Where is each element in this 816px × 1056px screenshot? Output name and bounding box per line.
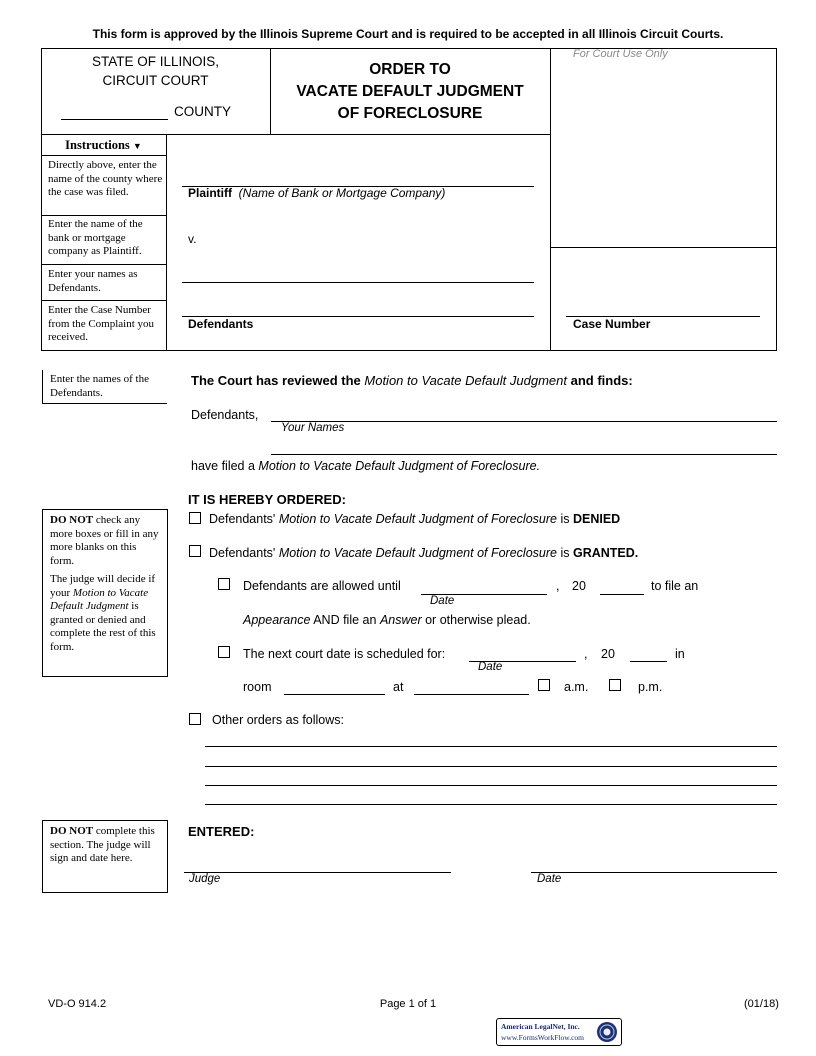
appearance-text: Appearance [243, 613, 311, 627]
header-left-border [41, 48, 42, 350]
instructions-row-border-1 [41, 215, 166, 216]
do-not-check-bold: DO NOT [50, 514, 94, 526]
pm-checkbox[interactable] [609, 679, 621, 691]
in-label: in [675, 647, 685, 661]
granted-motion: Motion to Vacate Default Judgment of Foreclosure [278, 546, 557, 560]
instructions-row-border-3 [41, 300, 166, 301]
do-not-check-text [50, 514, 161, 568]
appearance-line [243, 613, 531, 627]
instructions-divider [166, 134, 167, 350]
judge-decide-text [50, 573, 161, 654]
next-court-comma: , [584, 647, 588, 661]
entered-date-input[interactable] [531, 872, 777, 873]
form-title-line2: VACATE DEFAULT JUDGMENT [296, 83, 524, 100]
court-reviewed-motion: Motion to Vacate Default Judgment [364, 373, 567, 388]
entered-label: ENTERED: [188, 824, 255, 839]
have-filed-motion: Motion to Vacate Default Judgment of Foreclosure. [258, 459, 541, 473]
side-note-enter-defendants-text: Enter the names of the Defendants. [50, 373, 149, 399]
header-mid-border [41, 134, 550, 135]
room-label: room [243, 680, 272, 694]
versus-label: v. [188, 232, 197, 246]
other-orders-line-2[interactable] [205, 766, 777, 767]
granted-is: is [560, 546, 570, 560]
allowed-until-year-input[interactable] [600, 594, 644, 595]
denied-line [209, 512, 620, 526]
have-filed-line [191, 459, 540, 473]
granted-label: GRANTED. [572, 546, 639, 560]
plaintiff-label-group [188, 186, 445, 200]
instructions-heading[interactable] [41, 138, 166, 153]
revision-date: (01/18) [744, 998, 779, 1010]
next-court-date-label: The next court date is scheduled for: [243, 647, 446, 661]
form-title-line3: OF FORECLOSURE [337, 105, 483, 122]
your-names-input-2[interactable] [271, 454, 777, 455]
room-input[interactable] [284, 694, 385, 695]
defendants-label: Defendants [188, 317, 254, 331]
side-note-do-not-complete [42, 820, 168, 893]
or-otherwise-text: or otherwise plead. [425, 613, 531, 627]
other-orders-label: Other orders as follows: [212, 713, 344, 727]
findings-defendants-label: Defendants, [191, 408, 259, 422]
judge-hint: Judge [189, 873, 221, 885]
am-label: a.m. [564, 680, 589, 694]
judge-signature-input[interactable] [184, 872, 451, 873]
instructions-heading-border [41, 155, 166, 156]
header-bottom-border [41, 350, 777, 351]
answer-text: Answer [379, 613, 422, 627]
county-input[interactable] [61, 119, 168, 120]
granted-line [209, 546, 638, 560]
state-label: STATE OF ILLINOIS, [91, 54, 220, 69]
orders-heading: IT IS HEREBY ORDERED: [188, 492, 346, 507]
county-label: COUNTY [174, 104, 231, 119]
allowed-until-date-hint: Date [430, 595, 455, 607]
form-code: VD-O 914.2 [48, 998, 107, 1010]
dropdown-arrow-icon: ▼ [132, 141, 142, 151]
instruction-county: Directly above, enter the name of the county where the case was filed. [48, 159, 163, 198]
court-use-only-label: For Court Use Only [573, 48, 668, 60]
other-orders-line-3[interactable] [205, 785, 777, 786]
next-court-year-input[interactable] [630, 661, 667, 662]
next-court-year-prefix: 20 [601, 647, 615, 661]
to-file-an-label: to file an [651, 579, 699, 593]
do-not-check-rest: check any more boxes or fill in any more blanks on this form. [50, 514, 159, 567]
denied-motion: Motion to Vacate Default Judgment of Foreclosure [278, 512, 557, 526]
logo-company-name: American LegalNet, Inc. [501, 1022, 580, 1031]
court-reviewed-text-2: and finds: [570, 373, 633, 388]
court-use-divider [550, 48, 551, 350]
instruction-plaintiff: Enter the name of the bank or mortgage company as Plaintiff. [48, 218, 143, 257]
court-label: CIRCUIT COURT [102, 73, 209, 88]
header-right-border [776, 48, 777, 350]
case-number-label: Case Number [573, 317, 651, 331]
denied-checkbox[interactable] [189, 512, 201, 524]
judge-decide-2: is granted or denied and complete the rest of this form. [50, 600, 156, 653]
am-checkbox[interactable] [538, 679, 550, 691]
granted-prefix: Defendants' [209, 546, 276, 560]
court-reviewed-line [191, 373, 633, 388]
approval-notice: This form is approved by the Illinois Supreme Court and is required to be accepted in all Illinois Circuit Courts. [92, 27, 724, 41]
instruction-defendants: Enter your names as Defendants. [48, 268, 138, 294]
next-court-date-checkbox[interactable] [218, 646, 230, 658]
page-number: Page 1 of 1 [379, 998, 437, 1010]
allowed-until-comma: , [556, 579, 560, 593]
court-use-bottom-border [550, 247, 776, 248]
defendants-input-1[interactable] [182, 282, 534, 283]
court-reviewed-text-1: The Court has reviewed the [191, 373, 361, 388]
allowed-until-year-prefix: 20 [572, 579, 586, 593]
instructions-heading-text: Instructions [65, 138, 130, 152]
your-names-input-1[interactable] [271, 421, 777, 422]
other-orders-line-1[interactable] [205, 746, 777, 747]
and-file-an-text: AND file an [313, 613, 377, 627]
do-not-complete-rest: complete this section. The judge will sign and date here. [50, 825, 155, 864]
instructions-row-border-2 [41, 264, 166, 265]
denied-is: is [560, 512, 570, 526]
pm-label: p.m. [638, 680, 663, 694]
do-not-complete-bold: DO NOT [50, 825, 94, 837]
at-label: at [393, 680, 404, 694]
allowed-until-label: Defendants are allowed until [243, 579, 401, 593]
denied-label: DENIED [572, 512, 621, 526]
plaintiff-label: Plaintiff [188, 186, 232, 200]
time-input[interactable] [414, 694, 529, 695]
globe-icon [596, 1021, 618, 1043]
american-legalnet-logo[interactable] [496, 1018, 622, 1046]
your-names-hint: Your Names [281, 422, 345, 434]
judge-decide-1: The judge will decide if your [50, 573, 156, 599]
plaintiff-hint: (Name of Bank or Mortgage Company) [238, 186, 446, 200]
have-filed-text: have filed a [191, 459, 255, 473]
side-note-do-not-check [42, 509, 168, 677]
other-orders-line-4[interactable] [205, 804, 777, 805]
form-title-line1: ORDER TO [369, 61, 451, 78]
entered-date-hint: Date [537, 873, 562, 885]
logo-website: www.FormsWorkFlow.com [501, 1033, 585, 1042]
instruction-case-number: Enter the Case Number from the Complaint you received. [48, 304, 155, 343]
allowed-until-checkbox[interactable] [218, 578, 230, 590]
judge-decide-motion: Motion to Vacate Default Judgment [50, 586, 149, 612]
other-orders-checkbox[interactable] [189, 713, 201, 725]
granted-checkbox[interactable] [189, 545, 201, 557]
denied-prefix: Defendants' [209, 512, 276, 526]
side-note-enter-defendants [42, 370, 167, 404]
next-court-date-hint: Date [478, 661, 503, 673]
